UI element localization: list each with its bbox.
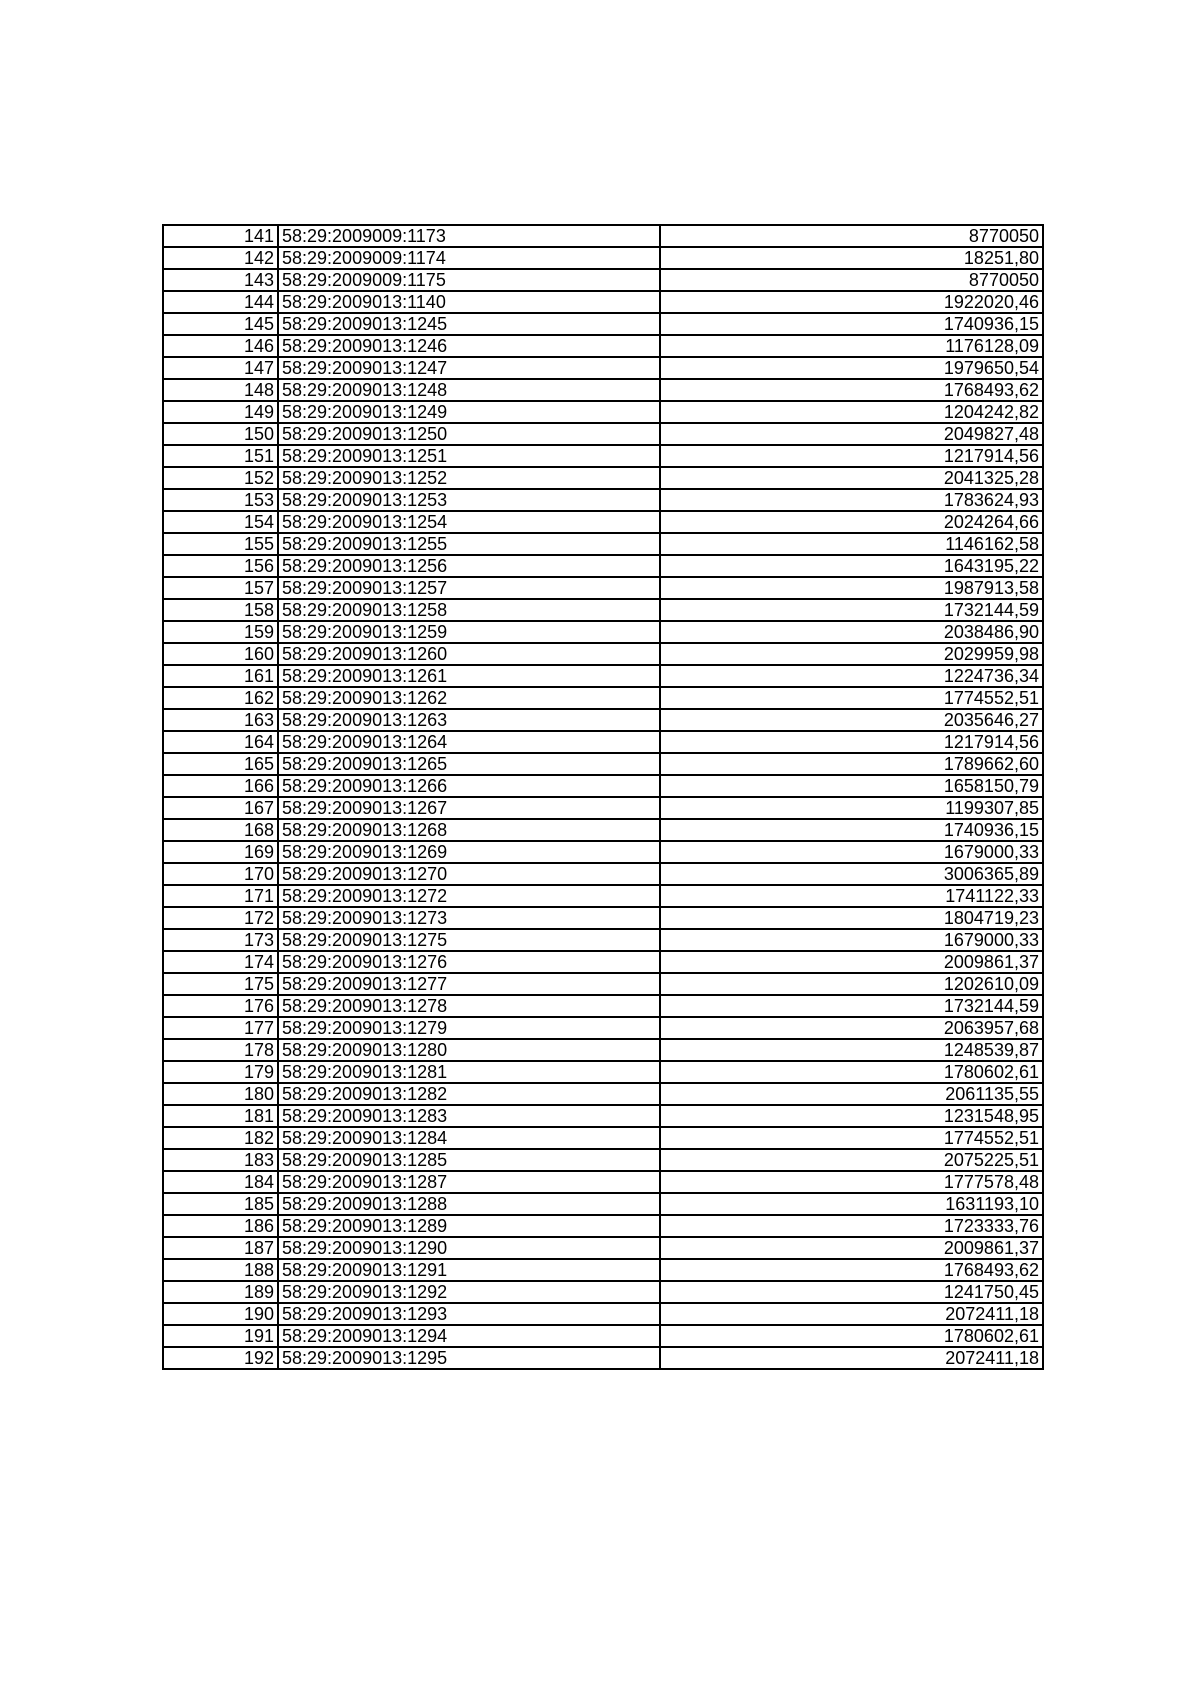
cadastral-number-cell: 58:29:2009013:1246	[278, 335, 660, 357]
cadastral-number-cell: 58:29:2009013:1273	[278, 907, 660, 929]
cadastral-number-cell: 58:29:2009013:1251	[278, 445, 660, 467]
table-row	[163, 511, 1043, 533]
table-row	[163, 379, 1043, 401]
cadastral-value-cell: 1741122,33	[660, 885, 1043, 907]
cadastral-number-cell: 58:29:2009013:1295	[278, 1347, 660, 1369]
cadastral-number-cell: 58:29:2009013:1287	[278, 1171, 660, 1193]
table-row	[163, 445, 1043, 467]
row-number-cell: 151	[163, 445, 278, 467]
cadastral-value-cell: 2072411,18	[660, 1303, 1043, 1325]
table-row	[163, 709, 1043, 731]
row-number-cell: 146	[163, 335, 278, 357]
row-number-cell: 157	[163, 577, 278, 599]
row-number-cell: 189	[163, 1281, 278, 1303]
cadastral-number-cell: 58:29:2009009:1174	[278, 247, 660, 269]
row-number-cell: 191	[163, 1325, 278, 1347]
table-row	[163, 775, 1043, 797]
table-row	[163, 643, 1043, 665]
table-row	[163, 599, 1043, 621]
cadastral-value-cell: 2041325,28	[660, 467, 1043, 489]
cadastral-number-cell: 58:29:2009013:1140	[278, 291, 660, 313]
cadastral-value-cell: 2072411,18	[660, 1347, 1043, 1369]
cadastral-value-cell: 1224736,34	[660, 665, 1043, 687]
row-number-cell: 147	[163, 357, 278, 379]
table-row	[163, 1083, 1043, 1105]
row-number-cell: 155	[163, 533, 278, 555]
cadastral-value-cell: 2061135,55	[660, 1083, 1043, 1105]
cadastral-number-cell: 58:29:2009013:1278	[278, 995, 660, 1017]
cadastral-value-cell: 2049827,48	[660, 423, 1043, 445]
cadastral-number-cell: 58:29:2009013:1275	[278, 929, 660, 951]
table-row	[163, 753, 1043, 775]
row-number-cell: 144	[163, 291, 278, 313]
row-number-cell: 179	[163, 1061, 278, 1083]
cadastral-value-cell: 1732144,59	[660, 599, 1043, 621]
row-number-cell: 185	[163, 1193, 278, 1215]
table-row	[163, 335, 1043, 357]
cadastral-value-cell: 1217914,56	[660, 445, 1043, 467]
cadastral-value-cell: 2029959,98	[660, 643, 1043, 665]
row-number-cell: 175	[163, 973, 278, 995]
row-number-cell: 152	[163, 467, 278, 489]
table-row	[163, 841, 1043, 863]
cadastral-number-cell: 58:29:2009013:1253	[278, 489, 660, 511]
cadastral-number-cell: 58:29:2009013:1281	[278, 1061, 660, 1083]
row-number-cell: 183	[163, 1149, 278, 1171]
table-row	[163, 973, 1043, 995]
row-number-cell: 186	[163, 1215, 278, 1237]
row-number-cell: 174	[163, 951, 278, 973]
table-row	[163, 401, 1043, 423]
row-number-cell: 154	[163, 511, 278, 533]
cadastral-number-cell: 58:29:2009013:1248	[278, 379, 660, 401]
cadastral-number-cell: 58:29:2009013:1294	[278, 1325, 660, 1347]
row-number-cell: 176	[163, 995, 278, 1017]
cadastral-value-cell: 2075225,51	[660, 1149, 1043, 1171]
row-number-cell: 153	[163, 489, 278, 511]
table-row	[163, 687, 1043, 709]
cadastral-value-cell: 1777578,48	[660, 1171, 1043, 1193]
cadastral-number-cell: 58:29:2009013:1254	[278, 511, 660, 533]
cadastral-number-cell: 58:29:2009013:1292	[278, 1281, 660, 1303]
cadastral-value-cell: 1768493,62	[660, 1259, 1043, 1281]
cadastral-value-cell: 2009861,37	[660, 1237, 1043, 1259]
cadastral-number-cell: 58:29:2009013:1260	[278, 643, 660, 665]
table-row	[163, 1303, 1043, 1325]
cadastral-number-cell: 58:29:2009013:1266	[278, 775, 660, 797]
table-row	[163, 467, 1043, 489]
table-row	[163, 929, 1043, 951]
table-row	[163, 1237, 1043, 1259]
cadastral-number-cell: 58:29:2009013:1252	[278, 467, 660, 489]
cadastral-number-cell: 58:29:2009013:1265	[278, 753, 660, 775]
table-row	[163, 1281, 1043, 1303]
cadastral-value-cell: 8770050	[660, 269, 1043, 291]
row-number-cell: 168	[163, 819, 278, 841]
table-row	[163, 357, 1043, 379]
cadastral-number-cell: 58:29:2009013:1261	[278, 665, 660, 687]
row-number-cell: 187	[163, 1237, 278, 1259]
cadastral-value-cell: 2035646,27	[660, 709, 1043, 731]
table-row	[163, 1127, 1043, 1149]
cadastral-number-cell: 58:29:2009013:1279	[278, 1017, 660, 1039]
row-number-cell: 180	[163, 1083, 278, 1105]
cadastral-number-cell: 58:29:2009013:1280	[278, 1039, 660, 1061]
cadastral-number-cell: 58:29:2009013:1289	[278, 1215, 660, 1237]
cadastral-value-cell: 1146162,58	[660, 533, 1043, 555]
cadastral-value-cell: 2038486,90	[660, 621, 1043, 643]
table-row	[163, 797, 1043, 819]
cadastral-number-cell: 58:29:2009013:1285	[278, 1149, 660, 1171]
cadastral-value-cell: 2009861,37	[660, 951, 1043, 973]
row-number-cell: 145	[163, 313, 278, 335]
table-row	[163, 1105, 1043, 1127]
cadastral-value-cell: 1783624,93	[660, 489, 1043, 511]
table-body	[163, 225, 1043, 1369]
table-row	[163, 1215, 1043, 1237]
cadastral-value-cell: 1979650,54	[660, 357, 1043, 379]
row-number-cell: 190	[163, 1303, 278, 1325]
table-row	[163, 621, 1043, 643]
cadastral-value-cell: 1679000,33	[660, 841, 1043, 863]
cadastral-value-cell: 1679000,33	[660, 929, 1043, 951]
table-row	[163, 665, 1043, 687]
table-row	[163, 1061, 1043, 1083]
row-number-cell: 159	[163, 621, 278, 643]
cadastral-value-cell: 2063957,68	[660, 1017, 1043, 1039]
cadastral-value-cell: 1231548,95	[660, 1105, 1043, 1127]
cadastral-number-cell: 58:29:2009013:1262	[278, 687, 660, 709]
table-row	[163, 247, 1043, 269]
cadastral-value-cell: 1922020,46	[660, 291, 1043, 313]
cadastral-value-cell: 1740936,15	[660, 819, 1043, 841]
cadastral-value-cell: 1248539,87	[660, 1039, 1043, 1061]
cadastral-number-cell: 58:29:2009013:1247	[278, 357, 660, 379]
cadastral-number-cell: 58:29:2009013:1291	[278, 1259, 660, 1281]
table-row	[163, 1259, 1043, 1281]
cadastral-number-cell: 58:29:2009013:1276	[278, 951, 660, 973]
cadastral-value-cell: 3006365,89	[660, 863, 1043, 885]
table-row	[163, 1193, 1043, 1215]
table-row	[163, 1017, 1043, 1039]
cadastral-number-cell: 58:29:2009013:1259	[278, 621, 660, 643]
cadastral-value-cell: 1774552,51	[660, 687, 1043, 709]
cadastral-number-cell: 58:29:2009013:1255	[278, 533, 660, 555]
row-number-cell: 158	[163, 599, 278, 621]
cadastral-number-cell: 58:29:2009013:1249	[278, 401, 660, 423]
cadastral-value-cell: 2024264,66	[660, 511, 1043, 533]
cadastral-number-cell: 58:29:2009013:1268	[278, 819, 660, 841]
row-number-cell: 162	[163, 687, 278, 709]
table-row	[163, 269, 1043, 291]
cadastral-number-cell: 58:29:2009009:1173	[278, 225, 660, 247]
row-number-cell: 170	[163, 863, 278, 885]
row-number-cell: 165	[163, 753, 278, 775]
table-row	[163, 555, 1043, 577]
row-number-cell: 167	[163, 797, 278, 819]
cadastral-number-cell: 58:29:2009013:1283	[278, 1105, 660, 1127]
table-row	[163, 907, 1043, 929]
row-number-cell: 161	[163, 665, 278, 687]
cadastral-value-cell: 1774552,51	[660, 1127, 1043, 1149]
cadastral-number-cell: 58:29:2009013:1282	[278, 1083, 660, 1105]
row-number-cell: 166	[163, 775, 278, 797]
row-number-cell: 192	[163, 1347, 278, 1369]
cadastral-value-cell: 1658150,79	[660, 775, 1043, 797]
table-row	[163, 995, 1043, 1017]
cadastral-number-cell: 58:29:2009013:1250	[278, 423, 660, 445]
cadastral-value-cell: 1643195,22	[660, 555, 1043, 577]
cadastral-value-cell: 1804719,23	[660, 907, 1043, 929]
cadastral-value-cell: 1204242,82	[660, 401, 1043, 423]
cadastral-value-cell: 1780602,61	[660, 1325, 1043, 1347]
cadastral-value-cell: 1789662,60	[660, 753, 1043, 775]
row-number-cell: 169	[163, 841, 278, 863]
table-row	[163, 819, 1043, 841]
cadastral-value-cell: 1176128,09	[660, 335, 1043, 357]
table-row	[163, 951, 1043, 973]
table-row	[163, 1171, 1043, 1193]
table-row	[163, 1347, 1043, 1369]
row-number-cell: 171	[163, 885, 278, 907]
table-row	[163, 1039, 1043, 1061]
table-row	[163, 1325, 1043, 1347]
table-row	[163, 885, 1043, 907]
table-row	[163, 577, 1043, 599]
row-number-cell: 160	[163, 643, 278, 665]
cadastral-value-cell: 1780602,61	[660, 1061, 1043, 1083]
row-number-cell: 149	[163, 401, 278, 423]
cadastral-value-cell: 1732144,59	[660, 995, 1043, 1017]
row-number-cell: 172	[163, 907, 278, 929]
row-number-cell: 150	[163, 423, 278, 445]
table-row	[163, 489, 1043, 511]
cadastral-number-cell: 58:29:2009013:1284	[278, 1127, 660, 1149]
cadastral-value-cell: 1241750,45	[660, 1281, 1043, 1303]
table-row	[163, 423, 1043, 445]
row-number-cell: 177	[163, 1017, 278, 1039]
cadastral-value-table	[162, 224, 1044, 1370]
cadastral-number-cell: 58:29:2009013:1277	[278, 973, 660, 995]
cadastral-value-cell: 1631193,10	[660, 1193, 1043, 1215]
cadastral-value-cell: 1217914,56	[660, 731, 1043, 753]
row-number-cell: 143	[163, 269, 278, 291]
cadastral-value-cell: 1768493,62	[660, 379, 1043, 401]
table-row	[163, 291, 1043, 313]
cadastral-value-cell: 1740936,15	[660, 313, 1043, 335]
cadastral-number-cell: 58:29:2009013:1257	[278, 577, 660, 599]
cadastral-value-cell: 1987913,58	[660, 577, 1043, 599]
row-number-cell: 188	[163, 1259, 278, 1281]
table-row	[163, 731, 1043, 753]
cadastral-number-cell: 58:29:2009013:1270	[278, 863, 660, 885]
table-row	[163, 533, 1043, 555]
cadastral-number-cell: 58:29:2009013:1288	[278, 1193, 660, 1215]
cadastral-value-cell: 1723333,76	[660, 1215, 1043, 1237]
cadastral-value-cell: 1199307,85	[660, 797, 1043, 819]
row-number-cell: 173	[163, 929, 278, 951]
table-row	[163, 225, 1043, 247]
cadastral-number-cell: 58:29:2009013:1272	[278, 885, 660, 907]
table-row	[163, 863, 1043, 885]
row-number-cell: 163	[163, 709, 278, 731]
cadastral-value-cell: 18251,80	[660, 247, 1043, 269]
cadastral-number-cell: 58:29:2009013:1245	[278, 313, 660, 335]
cadastral-value-cell: 1202610,09	[660, 973, 1043, 995]
row-number-cell: 178	[163, 1039, 278, 1061]
row-number-cell: 156	[163, 555, 278, 577]
cadastral-number-cell: 58:29:2009009:1175	[278, 269, 660, 291]
cadastral-number-cell: 58:29:2009013:1290	[278, 1237, 660, 1259]
table-row	[163, 1149, 1043, 1171]
row-number-cell: 182	[163, 1127, 278, 1149]
table-row	[163, 313, 1043, 335]
cadastral-number-cell: 58:29:2009013:1267	[278, 797, 660, 819]
row-number-cell: 141	[163, 225, 278, 247]
cadastral-number-cell: 58:29:2009013:1293	[278, 1303, 660, 1325]
row-number-cell: 164	[163, 731, 278, 753]
row-number-cell: 148	[163, 379, 278, 401]
cadastral-number-cell: 58:29:2009013:1256	[278, 555, 660, 577]
cadastral-value-cell: 8770050	[660, 225, 1043, 247]
row-number-cell: 142	[163, 247, 278, 269]
row-number-cell: 184	[163, 1171, 278, 1193]
row-number-cell: 181	[163, 1105, 278, 1127]
cadastral-number-cell: 58:29:2009013:1263	[278, 709, 660, 731]
cadastral-number-cell: 58:29:2009013:1264	[278, 731, 660, 753]
cadastral-number-cell: 58:29:2009013:1269	[278, 841, 660, 863]
cadastral-number-cell: 58:29:2009013:1258	[278, 599, 660, 621]
